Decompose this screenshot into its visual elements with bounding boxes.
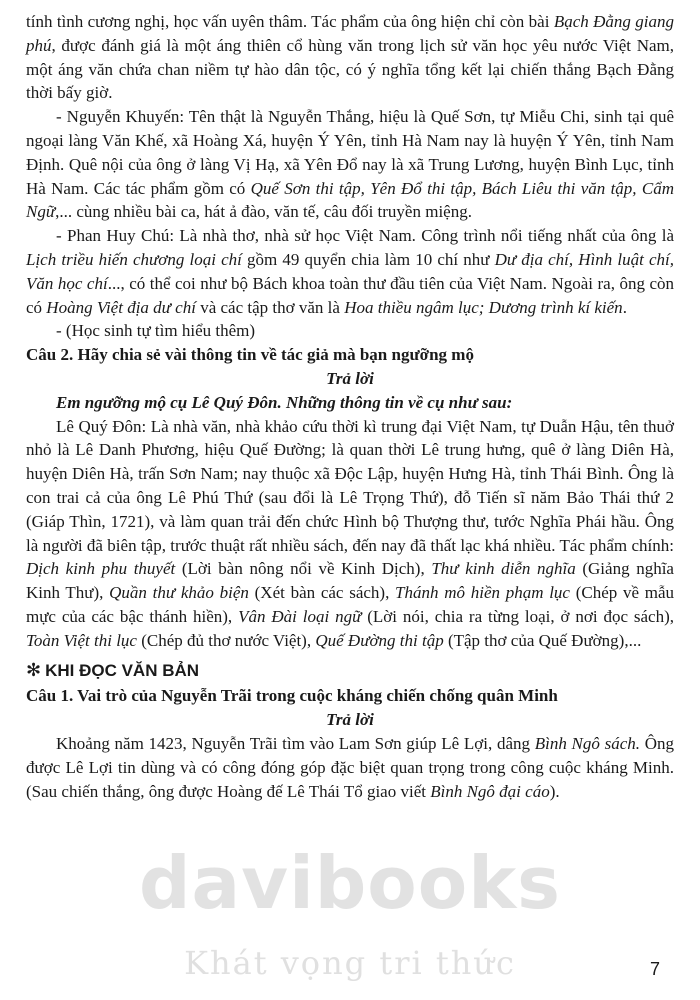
work-title: Hoàng Việt địa dư chí bbox=[46, 297, 196, 317]
work-title: Vân Đài loại ngữ bbox=[238, 606, 362, 626]
page-number: 7 bbox=[649, 959, 660, 979]
work-title: Dịch kinh phu thuyết bbox=[26, 559, 176, 579]
question-1-heading: Câu 1. Vai trò của Nguyễn Trãi trong cuộc kháng chiến chống quân Minh bbox=[26, 686, 558, 706]
paragraph-phan-huy-chu: - Phan Huy Chú: Là nhà thơ, nhà sử học Việt Nam. Công trình nổi tiếng nhất của ông là Lịch triều hiến chương loại chí gồm 49 quyển chia làm 10 chí như Dư địa chí, Hình luật chí, Văn học chí..., có thể coi như bộ Bách khoa toàn thư đầu tiên của Việt Nam. Ngoài ra, ông còn có Hoàng Việt địa dư chí và các tập thơ văn là Hoa thiều ngâm lục; Dương trình kí kiến. bbox=[26, 226, 675, 317]
work-title: Bình Ngô sách. bbox=[534, 733, 641, 753]
section-heading bbox=[26, 659, 674, 683]
paragraph-nguyen-trai: Khoảng năm 1423, Nguyễn Trãi tìm vào Lam Sơn giúp Lê Lợi, dâng Bình Ngô sách. Ông được Lê Lợi tin dùng và có công đóng góp đặc biệt quan trọng trong công cuộc kháng Minh. (Sau chiến thắng, ông được Hoàng đế Lê Thái Tổ giao viết Bình Ngô đại cáo). bbox=[26, 733, 675, 801]
work-title: Thánh mô hiền phạm lục bbox=[395, 583, 570, 603]
section-title: KHI ĐỌC VĂN BẢN bbox=[45, 660, 200, 680]
work-titles: Hoa thiều ngâm lục; Dương trình kí kiến bbox=[344, 297, 623, 317]
work-title: Quế Đường thi tập bbox=[315, 630, 444, 650]
answer-label: Trả lời bbox=[326, 368, 374, 388]
paragraph-le-quy-don: Lê Quý Đôn: Là nhà văn, nhà khảo cứu thời kì trung đại Việt Nam, tự Duẫn Hậu, tên thuở nhỏ là Lê Danh Phương, hiệu Quế Đường; là quan thời Lê trung hưng, quê ở làng Diên Hà, huyện Diên Hà, trấn Sơn Nam; nay thuộc xã Độc Lập, huyện Hưng Hà, tỉnh Thái Bình. Ông là con trai cả của ông Lê Phú Thứ (sau đổi là Lê Trọng Thứ), đỗ Tiến sĩ năm Bảo Thái thứ 2 (Giáp Thìn, 1721), và làm quan trải đến chức Hình bộ Thượng thư, tước Nghĩa Phái hầu. Ông là người đã biên tập, trước thuật rất nhiều sách, đến nay đã thất lạc khá nhiều. Tác phẩm chính: Dịch kinh phu thuyết (Lời bàn nông nổi về Kinh Dịch), Thư kinh diễn nghĩa (Giảng nghĩa Kinh Thư), Quần thư khảo biện (Xét bàn các sách), Thánh mô hiền phạm lục (Chép về mẫu mực của các bậc thánh hiền), Vân Đài loại ngữ (Lời nói, chia ra từng loại, ở nơi đọc sách), Toàn Việt thi lục (Chép đủ thơ nước Việt), Quế Đường thi tập (Tập thơ của Quế Đường),... bbox=[26, 416, 675, 650]
question-2-heading: Câu 2. Hãy chia sẻ vài thông tin về tác giả mà bạn ngưỡng mộ bbox=[26, 345, 474, 365]
work-titles: Dư địa chí, Hình luật chí, Văn học chí bbox=[26, 249, 674, 293]
work-title: Bình Ngô đại cáo bbox=[430, 781, 550, 801]
work-titles: Quế Sơn thi tập, Yên Đổ thi tập, Bách Liêu thi văn tập, Cẩm Ngữ bbox=[26, 178, 674, 222]
page-content bbox=[26, 10, 674, 803]
work-title: Thư kinh diễn nghĩa bbox=[431, 559, 576, 579]
asterisk-icon: ✻ bbox=[26, 659, 42, 680]
paragraph-intro: tính tình cương nghị, học vấn uyên thâm. Tác phẩm của ông hiện chỉ còn bài Bạch Đằng giang phú, được đánh giá là một áng thiên cổ hùng văn trong lịch sử văn học yêu nước Việt Nam, một áng văn chứa chan niềm tự hào dân tộc, có ý nghĩa tổng kết lại chiến thắng Bạch Đằng thời bấy giờ. bbox=[26, 12, 675, 103]
work-title: Quần thư khảo biện bbox=[109, 583, 249, 603]
answer-intro: Em ngưỡng mộ cụ Lê Quý Đôn. Những thông tin về cụ như sau: bbox=[56, 392, 513, 412]
paragraph-note: - (Học sinh tự tìm hiểu thêm) bbox=[56, 321, 256, 341]
paragraph-nguyen-khuyen: - Nguyễn Khuyến: Tên thật là Nguyễn Thắng, hiệu là Quế Sơn, tự Miễu Chi, sinh tại quê ngoại làng Văn Khế, xã Hoàng Xá, huyện Ý Yên, tỉnh Hà Nam nay là huyện Ý Yên, tỉnh Nam Định. Quê nội của ông ở làng Vị Hạ, xã Yên Đổ nay là xã Trung Lương, huyện Bình Lục, tỉnh Hà Nam. Các tác phẩm gồm có Quế Sơn thi tập, Yên Đổ thi tập, Bách Liêu thi văn tập, Cẩm Ngữ,... cùng nhiều bài ca, hát ả đào, văn tế, câu đối truyền miệng. bbox=[26, 107, 674, 222]
watermark-tagline: Khát vọng tri thức bbox=[184, 944, 516, 982]
work-title: Lịch triều hiến chương loại chí bbox=[26, 249, 242, 269]
answer-label: Trả lời bbox=[326, 710, 374, 730]
work-title: Toàn Việt thi lục bbox=[26, 630, 137, 650]
watermark-brand: davibooks bbox=[139, 841, 561, 925]
work-title: Bạch Đằng giang phú bbox=[26, 12, 675, 55]
